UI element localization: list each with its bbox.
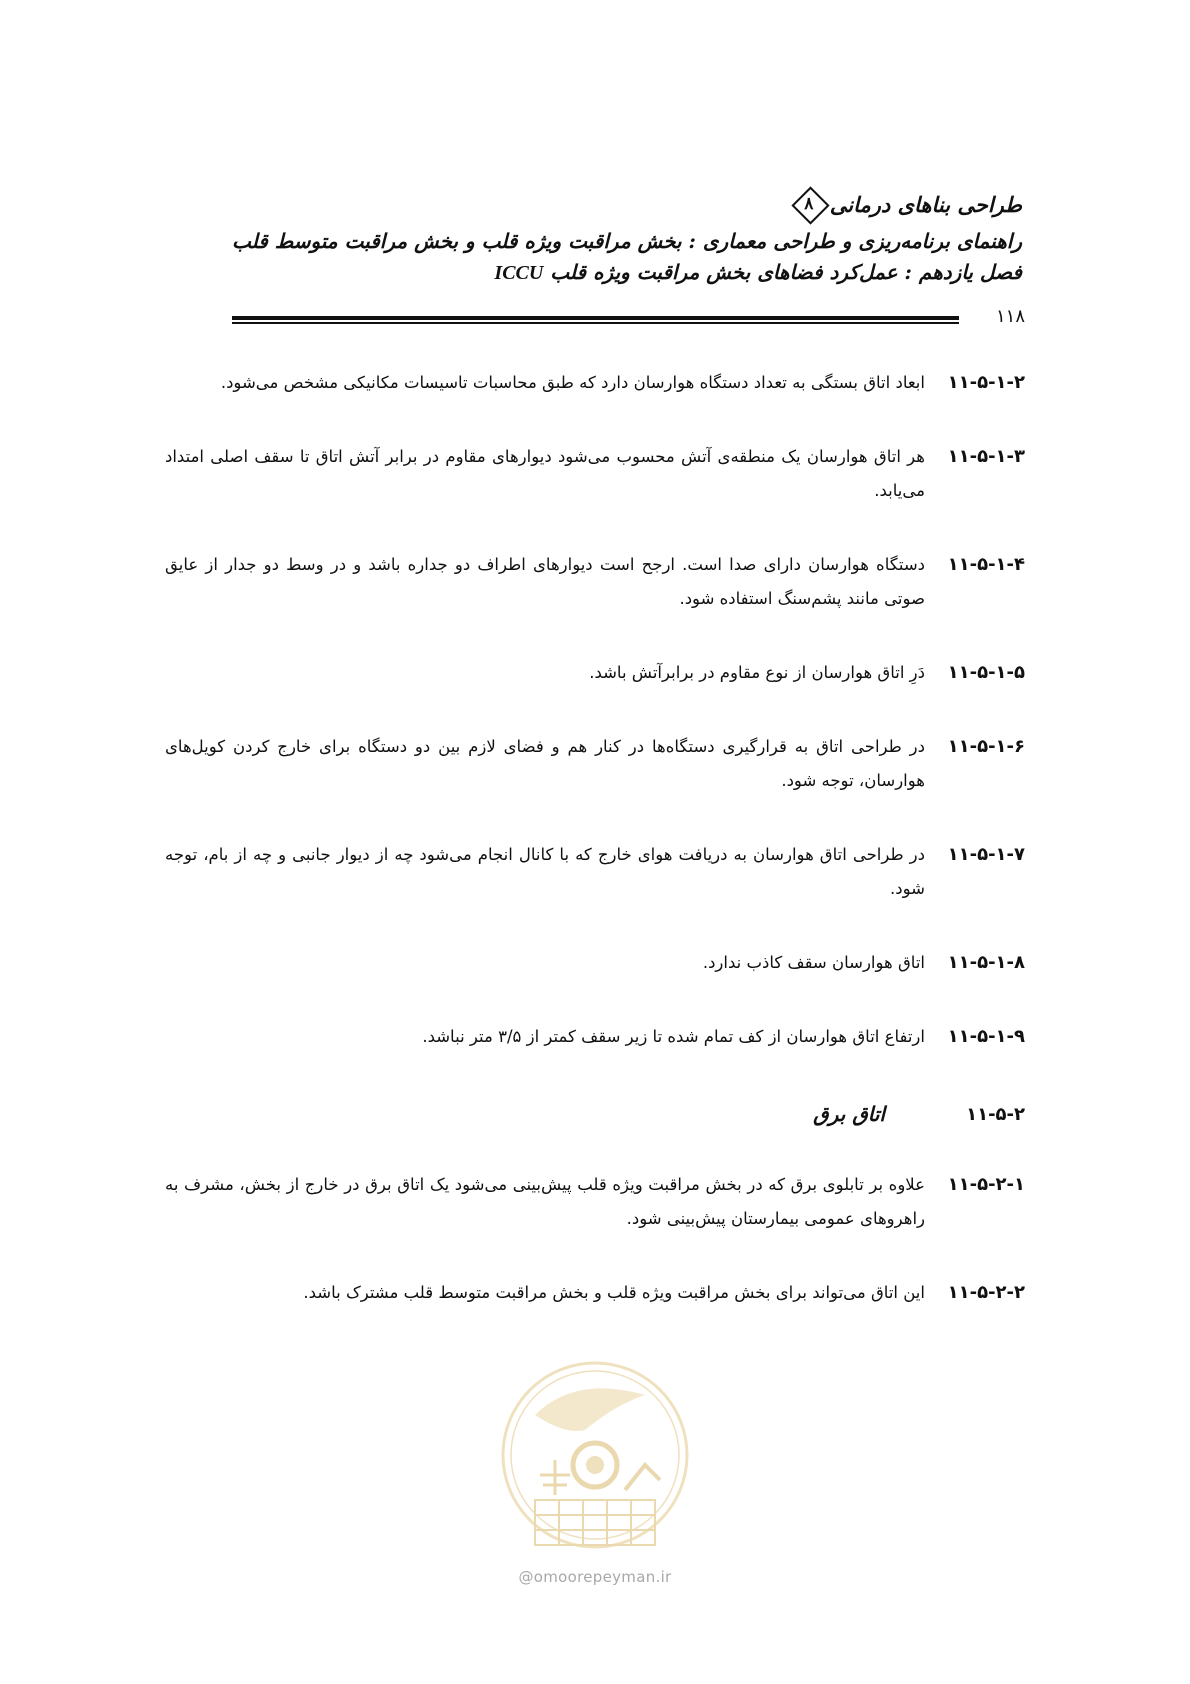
item-text: هر اتاق هوارسان یک منطقه‌ی آتش محسوب می‌شود دیوارهای مقاوم در برابر آتش اتاق تا سقف اصلی امتداد می‌یابد. (165, 447, 925, 500)
item-code: ۱۱-۵-۱-۶ (947, 736, 1025, 757)
item-code: ۱۱-۵-۱-۲ (947, 372, 1025, 393)
item-text: این اتاق می‌تواند برای بخش مراقبت ویژه قلب و بخش مراقبت متوسط قلب مشترک باشد. (303, 1283, 925, 1302)
list-item (165, 1276, 1025, 1310)
chapter-title: فصل یازدهم : عمل‌کرد فضاهای بخش مراقبت ویژه قلب (550, 260, 1022, 284)
series-number-badge (792, 187, 826, 221)
series-title: طراحی بناهای درمانی (829, 191, 1022, 217)
watermark-logo (495, 1355, 695, 1565)
item-code: ۱۱-۵-۱-۳ (947, 446, 1025, 467)
item-text: دستگاه هوارسان دارای صدا است. ارجح است دیوارهای اطراف دو جداره باشد و در وسط دو جدار از عایق صوتی مانند پشم‌سنگ استفاده شود. (165, 555, 925, 608)
header-divider-thin (232, 322, 959, 324)
item-text: ارتفاع اتاق هوارسان از کف تمام شده تا زیر سقف کمتر از ۳/۵ متر نباشد. (422, 1027, 925, 1046)
excavator-icon (625, 1465, 660, 1490)
list-item (165, 656, 1025, 690)
list-item (165, 1020, 1025, 1054)
page-number: ۱۱۸ (995, 306, 1025, 327)
item-code: ۱۱-۵-۱-۵ (947, 662, 1025, 683)
list-item (165, 838, 1025, 906)
list-item (165, 1168, 1025, 1236)
list-item (165, 946, 1025, 980)
item-code: ۱۱-۵-۱-۸ (947, 952, 1025, 973)
item-text: در طراحی اتاق به قرارگیری دستگاه‌ها در کنار هم و فضای لازم بین دو دستگاه برای خارج کردن کویل‌های هوارسان، توجه شود. (165, 737, 925, 790)
item-text: اتاق هوارسان سقف کاذب ندارد. (702, 953, 925, 972)
list-item (165, 548, 1025, 616)
item-code: ۱۱-۵-۱-۹ (947, 1026, 1025, 1047)
item-text: دَرِ اتاق هوارسان از نوع مقاوم در برابرآتش باشد. (589, 663, 925, 682)
page-content (165, 366, 1025, 1350)
list-item (165, 366, 1025, 400)
item-code: ۱۱-۵-۱-۷ (947, 844, 1025, 865)
header-divider-thick (232, 316, 959, 320)
series-title-row (162, 182, 1022, 226)
chapter-title-latin: ICCU (494, 262, 544, 284)
section-title: اتاق برق (813, 1102, 885, 1126)
page-header (162, 182, 1022, 289)
chapter-title-row (162, 257, 1022, 289)
watermark-calligraphy-shape (535, 1388, 645, 1431)
gear-hub (586, 1456, 604, 1474)
item-text: در طراحی اتاق هوارسان به دریافت هوای خارج که با کانال انجام می‌شود چه از دیوار جانبی و چه از بام، توجه شود. (165, 845, 925, 898)
item-code: ۱۱-۵-۱-۴ (947, 554, 1025, 575)
section-heading (165, 1094, 1025, 1134)
item-text: ابعاد اتاق بستگی به تعداد دستگاه هوارسان دارد که طبق محاسبات تاسیسات مکانیکی مشخص می‌شود. (220, 373, 925, 392)
list-item (165, 440, 1025, 508)
list-item (165, 730, 1025, 798)
watermark-url: @omoorepeyman.ir (518, 1568, 672, 1586)
guide-title: راهنمای برنامه‌ریزی و طراحی معماری : بخش مراقبت ویژه قلب و بخش مراقبت متوسط قلب (232, 229, 1022, 253)
item-code: ۱۱-۵-۲-۱ (947, 1174, 1025, 1195)
item-text: علاوه بر تابلوی برق که در بخش مراقبت ویژه قلب پیش‌بینی می‌شود یک اتاق برق در خارج از بخش، مشرف به راهروهای عمومی بیمارستان پیش‌بینی شود. (165, 1175, 925, 1228)
item-code: ۱۱-۵-۲-۲ (947, 1282, 1025, 1303)
series-number: ۸ (804, 194, 814, 214)
section-code: ۱۱-۵-۲ (966, 1103, 1025, 1125)
header-divider (232, 316, 959, 324)
scale-icon (540, 1460, 570, 1495)
